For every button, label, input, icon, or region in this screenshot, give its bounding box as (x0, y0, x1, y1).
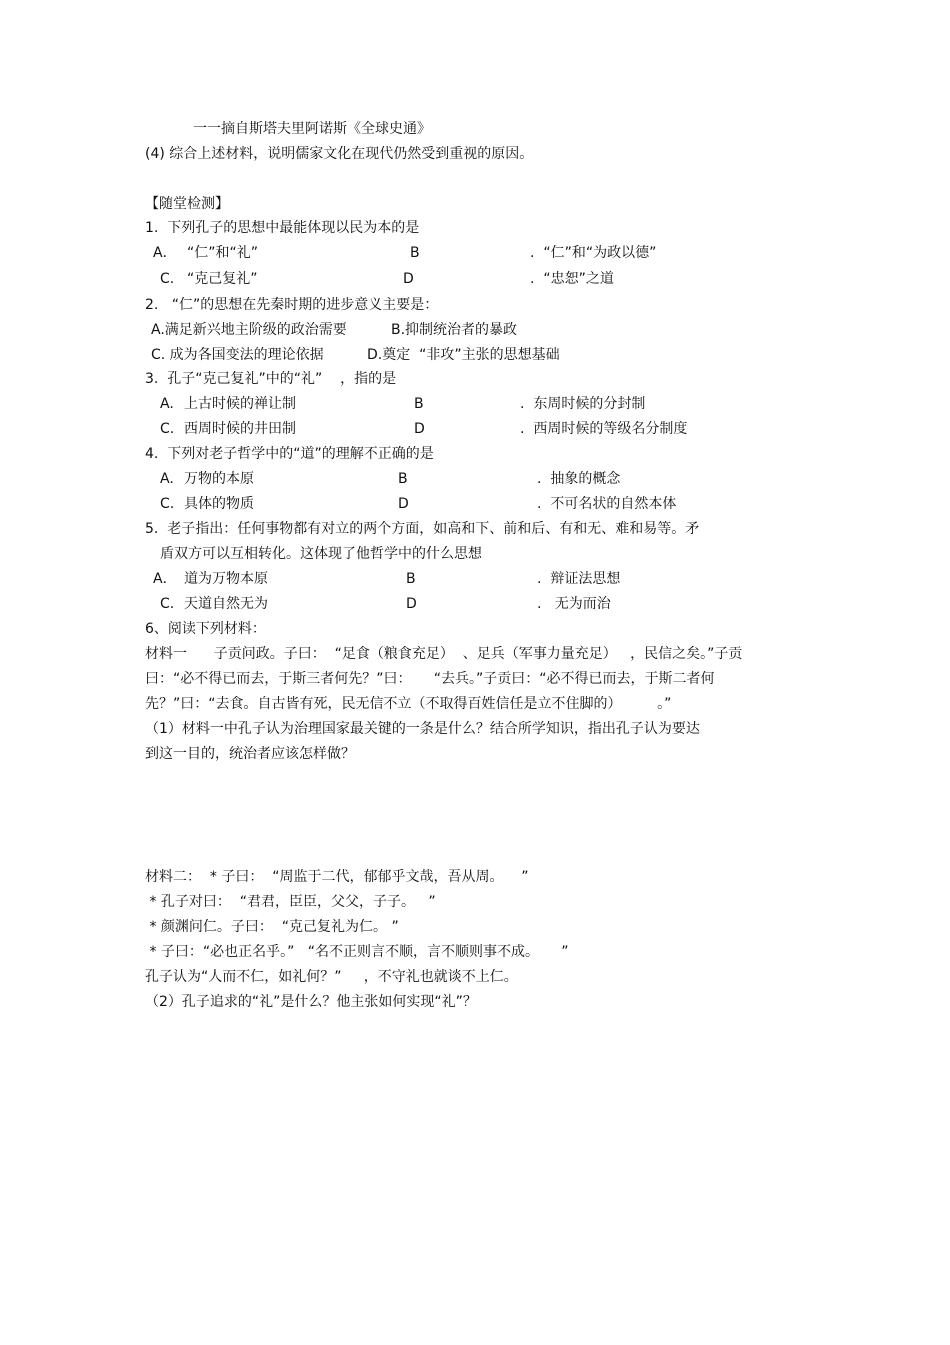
material-1-line: 材料一 子贡问政。子曰： “足食（粮食充足） 、足兵（军事力量充足） ，民信之矣。”子贡 (145, 646, 743, 662)
question-3-stem: 3. 孔子“克己复礼”中的“礼” ，指的是 (145, 371, 397, 387)
q5-option-c-letter: C. (160, 596, 175, 612)
question-4-stem: 4. 下列对老子哲学中的“道”的理解不正确的是 (145, 446, 434, 462)
q4-option-b-text: . 抽象的概念 (537, 471, 621, 487)
question-1-stem: 1. 下列孔子的思想中最能体现以民为本的是 (145, 220, 420, 236)
q4-option-c-letter: C. (160, 496, 175, 512)
q2-option-d: D.奠定 “非攻”主张的思想基础 (367, 347, 560, 363)
q3-option-d-text: . 西周时候的等级名分制度 (520, 421, 688, 437)
question-4-text: (4) 综合上述材料，说明儒家文化在现代仍然受到重视的原因。 (145, 146, 534, 162)
material-1-line: 先？”曰：“去食。自古皆有死，民无信不立（不取得百姓信任是立不住脚的） 。” (145, 696, 672, 712)
q3-option-b-text: . 东周时候的分封制 (520, 396, 646, 412)
q2-option-a: A.满足新兴地主阶级的政治需要 (151, 322, 347, 338)
material-2-line: 孔子认为“人而不仁，如礼何？” ，不守礼也就谈不上仁。 (145, 969, 518, 985)
q5-option-d-letter: D (406, 596, 417, 612)
q3-option-c-letter: C. (160, 421, 175, 437)
q1-option-b-letter: B (410, 245, 420, 261)
sub-question-1-line1: （1）材料一中孔子认为治理国家最关键的一条是什么？结合所学知识，指出孔子认为要达 (145, 721, 700, 737)
q1-option-d-letter: D (403, 271, 414, 287)
q5-option-d-text: . 无为而治 (537, 596, 611, 612)
material-2-line: * 孔子对曰： “君君，臣臣，父父，子子。 ” (145, 894, 436, 910)
q1-option-d-text: . “忠恕”之道 (530, 271, 614, 287)
q2-option-b: B.抑制统治者的暴政 (391, 322, 518, 338)
q4-option-b-letter: B (398, 471, 408, 487)
q4-option-a-text: 万物的本原 (184, 471, 254, 487)
q1-option-a-text: “仁”和“礼” (187, 245, 259, 261)
q5-option-a-text: 道为万物本原 (184, 571, 268, 587)
q1-option-a-letter: A． (153, 245, 177, 261)
question-6-stem: 6、阅读下列材料： (145, 621, 266, 637)
material-1-line: 曰：“必不得已而去，于斯三者何先？”曰： “去兵。”子贡曰：“必不得已而去，于斯二者何 (145, 671, 715, 687)
q3-option-d-letter: D (414, 421, 425, 437)
q3-option-a-text: 上古时候的禅让制 (184, 396, 296, 412)
q5-option-c-text: 天道自然无为 (184, 596, 268, 612)
q4-option-a-letter: A. (160, 471, 174, 487)
sub-question-2: （2）孔子追求的“礼”是什么？他主张如何实现“礼”？ (145, 994, 477, 1010)
q2-option-c: C. 成为各国变法的理论依据 (151, 347, 324, 363)
q1-option-b-text: . “仁”和“为政以德” (530, 245, 657, 261)
question-2-stem: 2. “仁”的思想在先秦时期的进步意义主要是： (145, 297, 439, 313)
material-2-line: * 颜渊问仁。子曰： “克己复礼为仁。 ” (145, 919, 399, 935)
section-title: 【随堂检测】 (145, 196, 229, 212)
q4-option-d-letter: D (398, 496, 409, 512)
q5-option-b-text: . 辩证法思想 (537, 571, 621, 587)
q4-option-c-text: 具体的物质 (184, 496, 254, 512)
question-5-stem-line1: 5. 老子指出：任何事物都有对立的两个方面，如高和下、前和后、有和无、难和易等。矛 (145, 521, 700, 537)
q4-option-d-text: . 不可名状的自然本体 (537, 496, 677, 512)
q1-option-c-letter: C. (160, 271, 175, 287)
q3-option-b-letter: B (414, 396, 424, 412)
q1-option-c-text: “克己复礼” (187, 271, 258, 287)
q5-option-a-letter: A． (153, 571, 177, 587)
material-2-line: * 子曰：“必也正名乎。” “名不正则言不顺，言不顺则事不成。 ” (145, 944, 569, 960)
sub-question-1-line2: 到这一目的，统治者应该怎样做？ (145, 746, 355, 762)
q3-option-c-text: 西周时候的井田制 (184, 421, 296, 437)
q3-option-a-letter: A. (160, 396, 174, 412)
question-5-stem-line2: 盾双方可以互相转化。这体现了他哲学中的什么思想 (160, 546, 482, 562)
material-2-line: 材料二： * 子曰： “周监于二代，郁郁乎文哉，吾从周。 ” (145, 869, 529, 885)
source-citation: 一一摘自斯塔夫里阿诺斯《全球史通》 (193, 121, 431, 137)
q5-option-b-letter: B (406, 571, 416, 587)
